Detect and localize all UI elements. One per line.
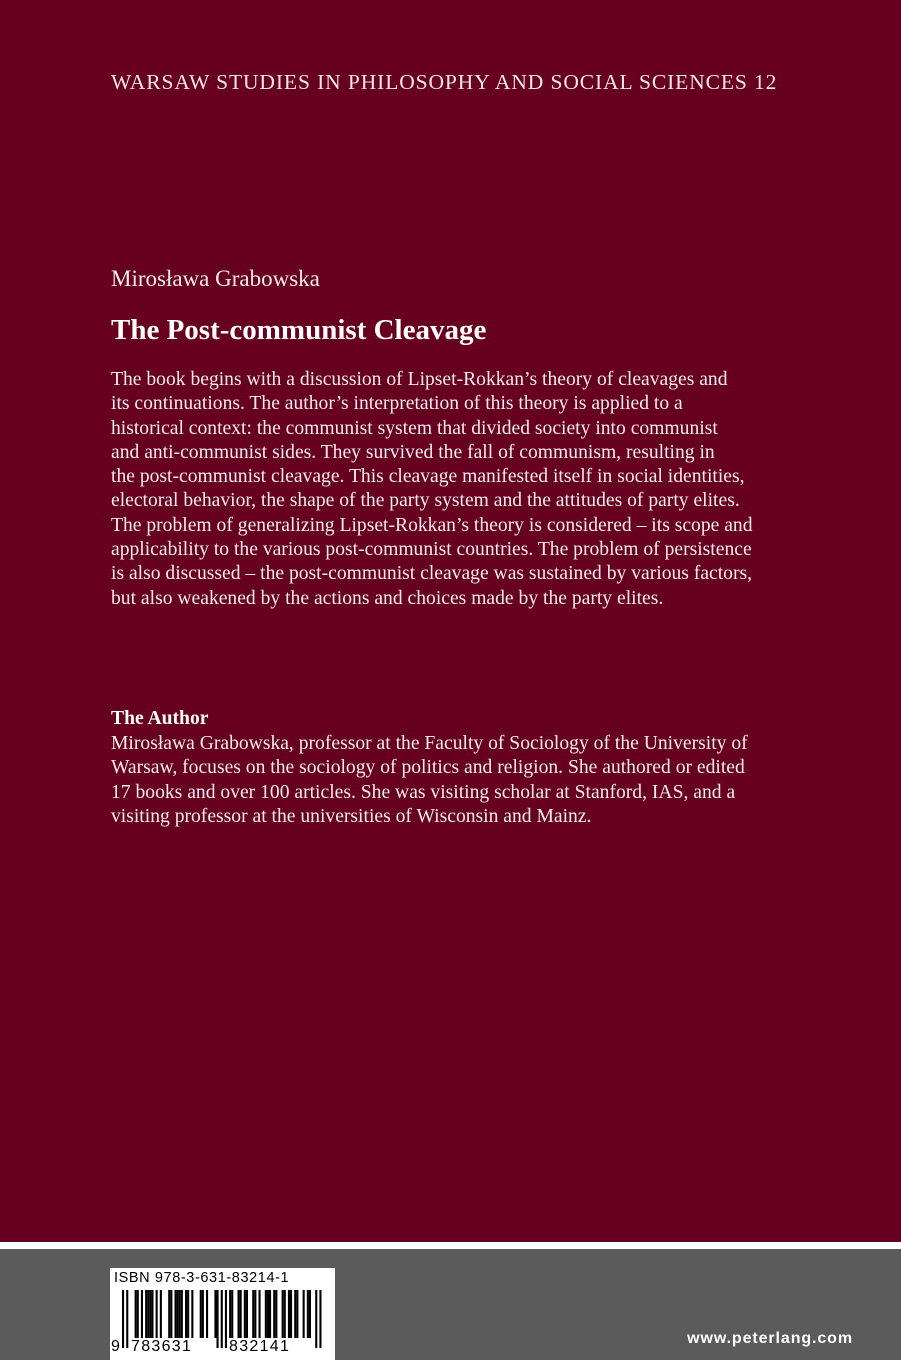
barcode-bar	[200, 1290, 202, 1338]
description-line: and anti-communist sides. They survived the fall of communism, resulting in	[111, 441, 715, 463]
divider-stripe	[0, 1242, 901, 1249]
barcode-bar	[244, 1290, 246, 1338]
about-author-text	[111, 732, 871, 829]
barcode-bar	[231, 1290, 233, 1338]
barcode-bar	[254, 1290, 256, 1338]
barcode-bar	[137, 1290, 139, 1338]
barcode-bar	[246, 1290, 248, 1338]
barcode-bar	[141, 1290, 143, 1338]
barcode-bar	[151, 1290, 153, 1338]
barcode-bar	[269, 1290, 271, 1338]
publisher-website: www.peterlang.com	[687, 1330, 853, 1347]
barcode-bar	[147, 1290, 149, 1338]
barcode-bar	[240, 1290, 242, 1338]
description-line: The book begins with a discussion of Lipset-Rokkan’s theory of cleavages and	[111, 369, 728, 390]
barcode-bar	[282, 1290, 284, 1338]
barcode-bar	[177, 1290, 179, 1338]
description-line: is also discussed – the post-communist cleavage was sustained by various factors,	[111, 563, 753, 585]
barcode-bar	[191, 1290, 193, 1338]
barcode-bar	[296, 1290, 298, 1338]
barcode-bar	[202, 1290, 204, 1338]
barcode-digits	[110, 1338, 335, 1360]
barcode-bar	[185, 1290, 187, 1338]
barcode-bar	[290, 1290, 292, 1338]
barcode-bar	[175, 1290, 177, 1338]
about-author-heading: The Author	[111, 708, 209, 729]
barcode-bar	[238, 1290, 240, 1338]
barcode-bar	[294, 1290, 296, 1338]
about-line: visiting professor at the universities of Wisconsin and Mainz.	[111, 805, 592, 827]
barcode-bar	[170, 1290, 172, 1338]
description-line: its continuations. The author’s interpretation of this theory is applied to a	[111, 393, 683, 415]
description-line: applicability to the various post-communist countries. The problem of persistence	[111, 539, 752, 561]
about-line: 17 books and over 100 articles. She was visiting scholar at Stanford, IAS, and a	[111, 781, 736, 803]
barcode-bar	[284, 1290, 286, 1338]
isbn-barcode	[110, 1268, 335, 1360]
barcode-bar	[156, 1290, 158, 1338]
about-line: Mirosława Grabowska, professor at the Faculty of Sociology of the University of	[111, 733, 748, 754]
barcode-bar	[187, 1290, 189, 1338]
barcode-digits-right: 832141	[229, 1338, 291, 1355]
barcode-bar	[145, 1290, 147, 1338]
description-line: electoral behavior, the shape of the party system and the attitudes of party elites.	[111, 490, 740, 512]
barcode-bar	[275, 1290, 277, 1338]
barcode-bar	[303, 1290, 305, 1338]
isbn-label: ISBN 978-3-631-83214-1	[114, 1270, 290, 1286]
author-name: Mirosława Grabowska	[111, 266, 320, 291]
barcode-bar	[214, 1290, 216, 1338]
barcode-bar	[265, 1290, 267, 1338]
series-title: WARSAW STUDIES IN PHILOSOPHY AND SOCIAL SCIENCES 12	[111, 70, 778, 94]
about-line: Warsaw, focuses on the sociology of politics and religion. She authored or edited	[111, 757, 745, 779]
barcode-digit-first: 9	[111, 1338, 122, 1355]
description-line: the post-communist cleavage. This cleavage manifested itself in social identities,	[111, 466, 745, 488]
barcode-bar	[273, 1290, 275, 1338]
barcode-bar	[149, 1290, 151, 1338]
description-line: historical context: the communist system that divided society into communist	[111, 417, 718, 439]
barcode-bar	[229, 1290, 231, 1338]
barcode-bar	[135, 1290, 137, 1338]
book-title: The Post-communist Cleavage	[111, 314, 487, 346]
barcode-bar	[307, 1290, 309, 1338]
barcode-bar	[206, 1290, 208, 1338]
barcode-bar	[181, 1290, 183, 1338]
barcode-bar	[309, 1290, 311, 1338]
barcode-digits-left: 783631	[131, 1338, 193, 1355]
book-description	[111, 368, 871, 611]
barcode-bar	[288, 1290, 290, 1338]
barcode-bar	[267, 1290, 269, 1338]
description-line: but also weakened by the actions and choices made by the party elites.	[111, 587, 664, 609]
barcode-bar	[160, 1290, 162, 1338]
barcode-bar	[168, 1290, 170, 1338]
barcode-bar	[179, 1290, 181, 1338]
barcode-bar	[252, 1290, 254, 1338]
barcode-bar	[259, 1290, 261, 1338]
description-line: The problem of generalizing Lipset-Rokkan’s theory is considered – its scope and	[111, 514, 753, 536]
